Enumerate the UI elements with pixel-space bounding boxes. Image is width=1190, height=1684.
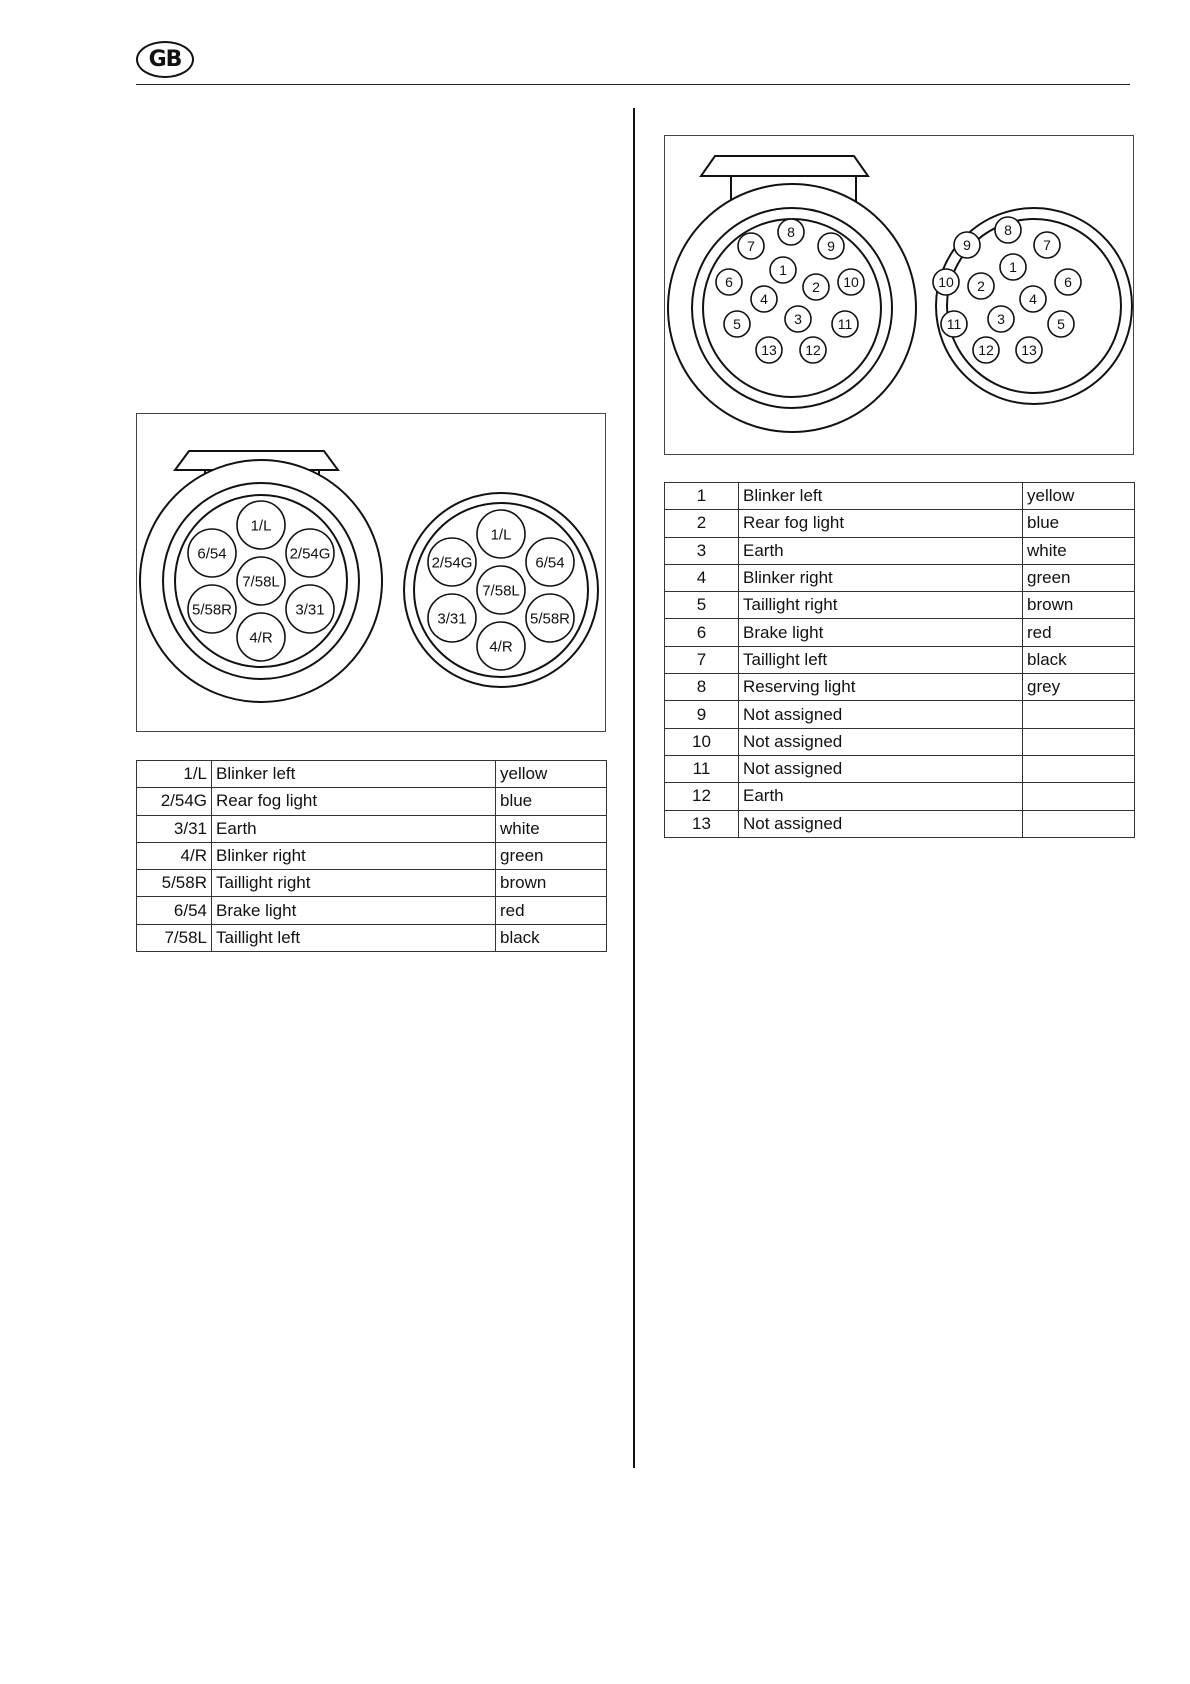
pin-label: 1/L — [250, 517, 272, 535]
wire-color-cell — [1023, 701, 1135, 728]
pin-label: 6/54 — [535, 554, 565, 572]
pin — [477, 566, 525, 614]
pin-label: 6/54 — [197, 545, 227, 563]
pin-label: 10 — [843, 274, 859, 291]
function-cell: Earth — [212, 815, 496, 842]
wire-color-cell: blue — [496, 788, 607, 815]
function-cell: Not assigned — [739, 701, 1023, 728]
wire-color-cell: brown — [1023, 592, 1135, 619]
pin-cell: 11 — [665, 755, 739, 782]
pin-cell: 1/L — [137, 761, 212, 788]
wire-color-cell: grey — [1023, 674, 1135, 701]
pin-label: 8 — [787, 224, 795, 241]
pin-label: 3/31 — [295, 601, 325, 619]
function-cell: Taillight left — [739, 646, 1023, 673]
pin — [477, 510, 525, 558]
pin — [237, 613, 285, 661]
pin-label: 13 — [1021, 342, 1037, 359]
pin — [477, 622, 525, 670]
wire-color-cell — [1023, 728, 1135, 755]
pin — [803, 274, 829, 300]
pin-cell: 6 — [665, 619, 739, 646]
table-row — [665, 810, 1135, 837]
pin — [188, 529, 236, 577]
pin — [724, 311, 750, 337]
pin — [526, 594, 574, 642]
pin — [770, 257, 796, 283]
pin-label: 1 — [779, 262, 787, 279]
pin — [428, 538, 476, 586]
language-badge: GB — [136, 41, 194, 78]
table-row — [665, 674, 1135, 701]
pin-cell: 10 — [665, 728, 739, 755]
function-cell: Taillight right — [212, 870, 496, 897]
pin-label: 12 — [805, 342, 821, 359]
function-cell: Rear fog light — [212, 788, 496, 815]
wire-color-cell: black — [1023, 646, 1135, 673]
wire-color-cell: brown — [496, 870, 607, 897]
thirteen-pin-diagram — [665, 136, 1133, 454]
wire-color-cell: yellow — [496, 761, 607, 788]
pin — [526, 538, 574, 586]
pin-label: 7 — [1043, 237, 1051, 254]
table-row — [665, 701, 1135, 728]
pin — [751, 286, 777, 312]
wire-color-cell: green — [1023, 564, 1135, 591]
pin-label: 3/31 — [437, 610, 467, 628]
wire-color-cell: red — [1023, 619, 1135, 646]
pin-label: 2 — [812, 279, 820, 296]
pin-label: 4 — [1029, 291, 1037, 308]
table-row — [665, 510, 1135, 537]
pin-cell: 2 — [665, 510, 739, 537]
wire-color-cell: black — [496, 924, 607, 951]
pin-cell: 4/R — [137, 842, 212, 869]
wire-color-cell — [1023, 810, 1135, 837]
pin-label: 2 — [977, 278, 985, 295]
wire-color-cell: white — [496, 815, 607, 842]
header-rule — [136, 84, 1130, 85]
pin-label: 4 — [760, 291, 768, 308]
thirteen-pin-connector-figure — [664, 135, 1134, 455]
pin — [933, 269, 959, 295]
pin-cell: 1 — [665, 483, 739, 510]
pin — [800, 337, 826, 363]
pin-cell: 6/54 — [137, 897, 212, 924]
function-cell: Taillight right — [739, 592, 1023, 619]
pin — [785, 306, 811, 332]
pin — [832, 311, 858, 337]
pin-label: 6 — [1064, 274, 1072, 291]
pin-cell: 12 — [665, 783, 739, 810]
pin-cell: 5 — [665, 592, 739, 619]
table-row — [137, 897, 607, 924]
table-row — [137, 870, 607, 897]
function-cell: Blinker right — [739, 564, 1023, 591]
pin — [1000, 254, 1026, 280]
function-cell: Brake light — [739, 619, 1023, 646]
pin — [286, 585, 334, 633]
pin-label: 1/L — [490, 526, 512, 544]
pin-label: 8 — [1004, 222, 1012, 239]
pin-label: 13 — [761, 342, 777, 359]
pin-label: 4/R — [249, 629, 273, 647]
table-row — [137, 842, 607, 869]
thirteen-pin-table — [664, 482, 1135, 838]
pin-label: 9 — [963, 237, 971, 254]
wire-color-cell: blue — [1023, 510, 1135, 537]
pin — [286, 529, 334, 577]
pin — [995, 217, 1021, 243]
pin — [988, 306, 1014, 332]
column-divider — [633, 108, 635, 1468]
pin — [941, 311, 967, 337]
table-row — [665, 646, 1135, 673]
seven-pin-table — [136, 760, 607, 952]
table-row — [137, 815, 607, 842]
pin-label: 5 — [1057, 316, 1065, 333]
pin — [1055, 269, 1081, 295]
pin — [954, 232, 980, 258]
function-cell: Earth — [739, 783, 1023, 810]
pin-label: 5/58R — [191, 601, 233, 619]
function-cell: Blinker right — [212, 842, 496, 869]
pin-cell: 3/31 — [137, 815, 212, 842]
pin — [838, 269, 864, 295]
table-row — [665, 537, 1135, 564]
pin-label: 4/R — [489, 638, 513, 656]
function-cell: Blinker left — [739, 483, 1023, 510]
pin-cell: 9 — [665, 701, 739, 728]
pin-label: 11 — [946, 316, 962, 333]
table-row — [665, 483, 1135, 510]
pin-cell: 13 — [665, 810, 739, 837]
pin-label: 7/58L — [482, 582, 520, 600]
wire-color-cell — [1023, 755, 1135, 782]
pin-label: 5 — [733, 316, 741, 333]
pin-label: 3 — [997, 311, 1005, 328]
pin-label: 2/54G — [289, 545, 331, 563]
pin-label: 1 — [1009, 259, 1017, 276]
table-row — [665, 755, 1135, 782]
wire-color-cell: white — [1023, 537, 1135, 564]
function-cell: Blinker left — [212, 761, 496, 788]
pin — [778, 219, 804, 245]
pin-cell: 2/54G — [137, 788, 212, 815]
pin-cell: 7 — [665, 646, 739, 673]
function-cell: Rear fog light — [739, 510, 1023, 537]
pin — [716, 269, 742, 295]
table-row — [137, 761, 607, 788]
function-cell: Not assigned — [739, 810, 1023, 837]
pin-label: 11 — [837, 316, 853, 333]
pin — [968, 273, 994, 299]
pin-label: 7/58L — [242, 573, 280, 591]
table-row — [665, 728, 1135, 755]
pin-label: 9 — [827, 238, 835, 255]
function-cell: Brake light — [212, 897, 496, 924]
pin — [237, 557, 285, 605]
pin-label: 6 — [725, 274, 733, 291]
wire-color-cell: green — [496, 842, 607, 869]
pin-label: 2/54G — [431, 554, 473, 572]
function-cell: Earth — [739, 537, 1023, 564]
function-cell: Reserving light — [739, 674, 1023, 701]
pin-cell: 5/58R — [137, 870, 212, 897]
pin-cell: 3 — [665, 537, 739, 564]
pin — [237, 501, 285, 549]
pin-label: 7 — [747, 238, 755, 255]
pin-cell: 8 — [665, 674, 739, 701]
pin-label: 3 — [794, 311, 802, 328]
pin — [1016, 337, 1042, 363]
pin-label: 12 — [978, 342, 994, 359]
seven-pin-connector-figure — [136, 413, 606, 732]
pin-label: 10 — [938, 274, 954, 291]
pin — [1020, 286, 1046, 312]
pin — [188, 585, 236, 633]
function-cell: Not assigned — [739, 728, 1023, 755]
table-row — [137, 788, 607, 815]
function-cell: Not assigned — [739, 755, 1023, 782]
table-row — [137, 924, 607, 951]
seven-pin-diagram — [137, 414, 605, 731]
wire-color-cell: red — [496, 897, 607, 924]
pin — [1048, 311, 1074, 337]
table-row — [665, 619, 1135, 646]
wire-color-cell: yellow — [1023, 483, 1135, 510]
table-row — [665, 592, 1135, 619]
table-row — [665, 783, 1135, 810]
pin — [428, 594, 476, 642]
wire-color-cell — [1023, 783, 1135, 810]
pin — [738, 233, 764, 259]
table-row — [665, 564, 1135, 591]
function-cell: Taillight left — [212, 924, 496, 951]
pin-cell: 4 — [665, 564, 739, 591]
pin — [973, 337, 999, 363]
pin — [818, 233, 844, 259]
pin — [1034, 232, 1060, 258]
pin-label: 5/58R — [529, 610, 571, 628]
pin-cell: 7/58L — [137, 924, 212, 951]
pin — [756, 337, 782, 363]
